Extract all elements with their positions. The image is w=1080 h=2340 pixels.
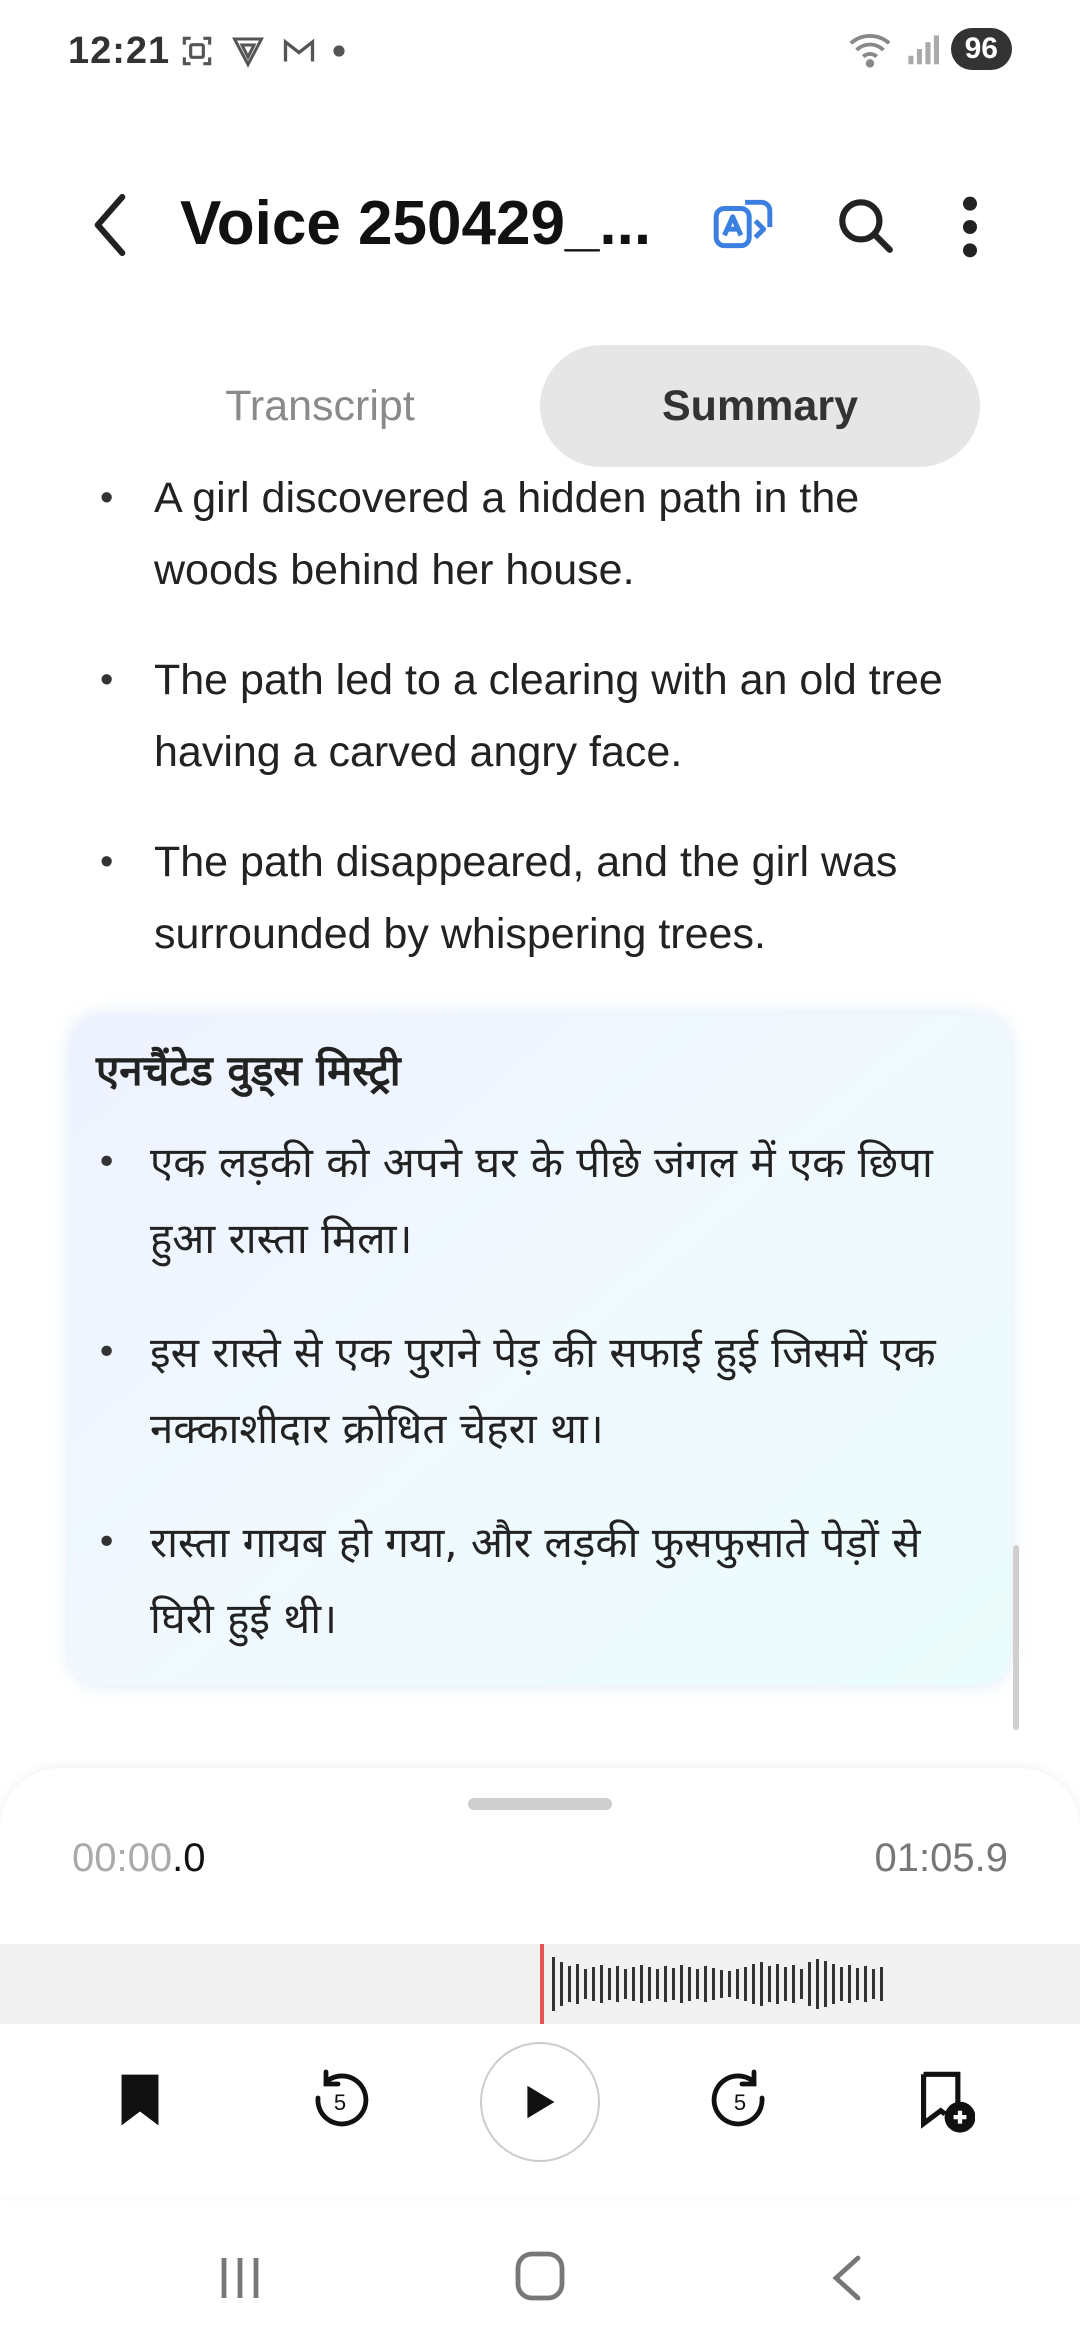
list-item: • इस रास्ते से एक पुराने पेड़ की सफाई हुई जिसमें एक नक्काशीदार क्रोधित चेहरा था। xyxy=(96,1315,996,1467)
scrollbar[interactable] xyxy=(1013,1545,1019,1730)
wifi-icon xyxy=(847,29,893,69)
waveform-bar xyxy=(688,1967,691,2001)
translation-list xyxy=(96,1125,996,1695)
waveform-bar xyxy=(840,1967,843,2001)
back-button[interactable] xyxy=(80,190,140,260)
search-icon xyxy=(832,192,898,258)
recent-apps-button[interactable] xyxy=(212,2250,268,2311)
current-time-tail: .0 xyxy=(172,1836,206,1880)
bookmark-icon xyxy=(116,2070,164,2130)
waveform[interactable] xyxy=(0,1944,1080,2024)
chevron-left-icon xyxy=(80,190,140,260)
signal-icon xyxy=(905,32,939,66)
play-button[interactable] xyxy=(480,2042,600,2162)
waveform-bar xyxy=(624,1969,627,1999)
waveform-bar xyxy=(776,1964,779,2004)
rewind-5-icon xyxy=(308,2068,372,2132)
play-icon xyxy=(522,2082,558,2122)
forward-5-icon xyxy=(708,2068,772,2132)
screenshot-icon xyxy=(178,32,216,70)
sheet-drag-handle[interactable] xyxy=(468,1798,612,1810)
waveform-bar xyxy=(872,1969,875,1999)
translation-title: एनचैंटेड वुड्स मिस्ट्री xyxy=(96,1046,401,1095)
waveform-bar xyxy=(856,1968,859,2000)
playhead[interactable] xyxy=(540,1944,544,2024)
waveform-bar xyxy=(744,1967,747,2001)
list-item: • A girl discovered a hidden path in the woods behind her house. xyxy=(100,470,980,606)
home-button[interactable] xyxy=(512,2248,568,2309)
waveform-bar xyxy=(608,1968,611,2000)
list-item: • The path disappeared, and the girl was surrounded by whispering trees. xyxy=(100,826,980,970)
home-icon xyxy=(512,2248,568,2304)
waveform-bar xyxy=(656,1969,659,1999)
tab-bar xyxy=(140,345,980,467)
waveform-bar xyxy=(672,1968,675,2000)
waveform-bar xyxy=(832,1964,835,2004)
skip-forward-seconds: 5 xyxy=(733,2090,747,2115)
battery-indicator: 96 xyxy=(951,28,1012,70)
waveform-bar xyxy=(576,1964,579,2004)
playback-controls xyxy=(0,2040,1080,2180)
waveform-bar xyxy=(792,1965,795,2003)
status-bar xyxy=(0,0,1080,100)
waveform-bar xyxy=(784,1967,787,2001)
list-item: • एक लड़की को अपने घर के पीछे जंगल में एक छिपा हुआ रास्ता मिला। xyxy=(96,1125,996,1277)
waveform-bar xyxy=(824,1961,827,2007)
summary-list xyxy=(100,470,980,1008)
search-button[interactable] xyxy=(832,192,898,258)
page-title: Voice 250429_... xyxy=(180,189,652,258)
current-time-main: 00:00 xyxy=(72,1836,173,1880)
list-item: • रास्ता गायब हो गया, और लड़की फुसफुसाते पेड़ों से घिरी हुई थी। xyxy=(96,1505,996,1657)
tab-transcript[interactable]: Transcript xyxy=(225,381,415,430)
add-bookmark-button[interactable] xyxy=(905,2040,985,2160)
waveform-bar xyxy=(720,1970,723,1998)
skip-back-button[interactable] xyxy=(300,2040,380,2160)
bookmark-button[interactable] xyxy=(100,2040,180,2160)
waveform-bar xyxy=(560,1962,563,2006)
waveform-bar xyxy=(600,1965,603,2003)
waveform-bar xyxy=(664,1966,667,2002)
waveform-bar xyxy=(848,1965,851,2003)
waveform-bar xyxy=(632,1967,635,2001)
back-arrow-icon xyxy=(820,2250,876,2306)
waveform-bar xyxy=(752,1964,755,2004)
more-vertical-icon xyxy=(950,192,990,262)
waveform-bar xyxy=(712,1968,715,2000)
translation-card xyxy=(70,1015,1010,1685)
waveform-bar xyxy=(760,1962,763,2006)
system-nav-bar xyxy=(0,2210,1080,2340)
waveform-bar xyxy=(648,1967,651,2001)
gmail-icon xyxy=(280,33,318,69)
waveform-bar xyxy=(864,1966,867,2002)
dot-icon xyxy=(332,44,346,58)
more-options-button[interactable] xyxy=(950,192,990,262)
waveform-bar xyxy=(768,1966,771,2002)
translate-icon xyxy=(710,192,776,258)
waveform-bar xyxy=(808,1962,811,2006)
list-item: • The path led to a clearing with an old tree having a carved angry face. xyxy=(100,644,980,788)
nav-back-button[interactable] xyxy=(820,2250,876,2311)
skip-forward-button[interactable] xyxy=(700,2040,780,2160)
waveform-bar xyxy=(816,1959,819,2009)
waveform-bar xyxy=(568,1966,571,2002)
waveform-bar xyxy=(680,1965,683,2003)
bookmark-add-icon xyxy=(915,2067,975,2133)
waveform-bar xyxy=(640,1965,643,2003)
waveform-bar xyxy=(704,1966,707,2002)
waveform-bars xyxy=(552,1952,883,2016)
waveform-bar xyxy=(696,1969,699,1999)
tab-summary[interactable]: Summary xyxy=(540,345,980,467)
waveform-bar xyxy=(552,1957,555,2011)
waveform-bar xyxy=(800,1969,803,1999)
waveform-bar xyxy=(880,1967,883,2001)
summary-content[interactable] xyxy=(0,470,1080,1760)
waveform-bar xyxy=(728,1971,731,1997)
skip-back-seconds: 5 xyxy=(333,2090,347,2115)
waveform-bar xyxy=(584,1969,587,1999)
waveform-bar xyxy=(592,1967,595,2001)
vpn-shield-icon xyxy=(230,33,266,69)
waveform-bar xyxy=(616,1966,619,2002)
translate-button[interactable] xyxy=(710,192,776,258)
recent-apps-icon xyxy=(212,2250,268,2306)
app-bar xyxy=(0,170,1080,280)
notification-icons xyxy=(178,32,346,70)
current-time xyxy=(72,1836,205,1881)
total-time: 01:05.9 xyxy=(874,1836,1008,1880)
waveform-bar xyxy=(736,1969,739,1999)
status-time: 12:21 xyxy=(68,30,171,72)
